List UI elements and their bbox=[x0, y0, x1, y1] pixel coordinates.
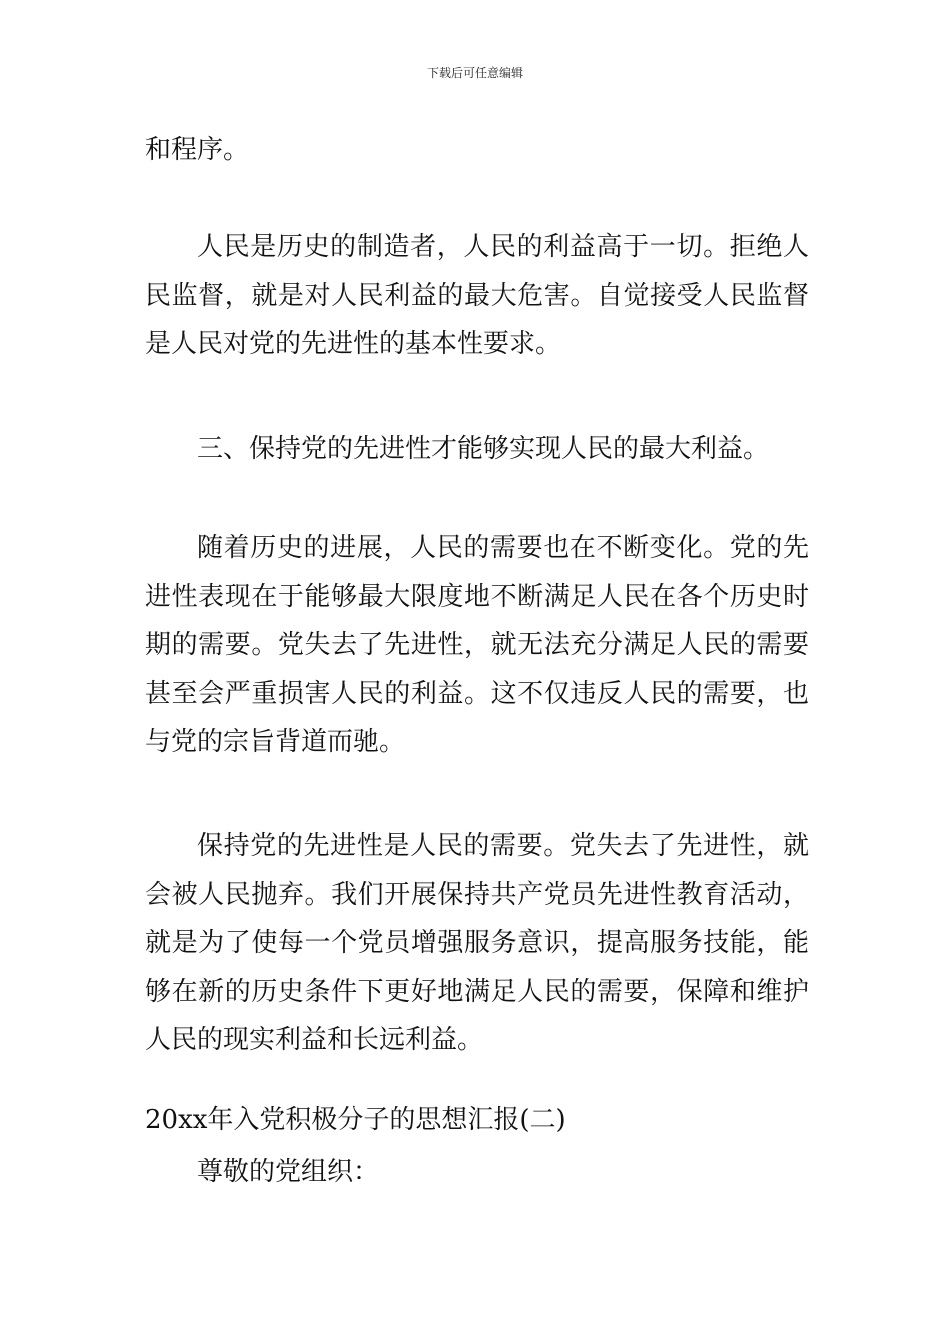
paragraph-party-advancement: 保持党的先进性是人民的需要。党失去了先进性，就会被人民抛弃。我们开展保持共产党员先进性教育活动，就是为了使每一个党员增强服务意识，提高服务技能，能够在新的历史条件下更好地满足人民的需要，保障和维护人民的现实利益和长远利益。 bbox=[145, 831, 809, 1055]
header-note: 下载后可任意编辑 bbox=[426, 66, 523, 80]
paragraph-history-needs: 随着历史的进展，人民的需要也在不断变化。党的先进性表现在于能够最大限度地不断满足人民在各个历史时期的需要。党失去了先进性，就无法充分满足人民的需要甚至会严重损害人民的利益。这不仅违反人民的需要，也与党的宗旨背道而驰。 bbox=[145, 533, 809, 757]
salutation: 尊敬的党组织： bbox=[197, 1157, 380, 1187]
report-title: 20xx年入党积极分子的思想汇报(二) bbox=[145, 1105, 566, 1135]
paragraph-continuation: 和程序。 bbox=[145, 135, 250, 165]
paragraph-people-supervision: 人民是历史的制造者，人民的利益高于一切。拒绝人民监督，就是对人民利益的最大危害。自觉接受人民监督是人民对党的先进性的基本性要求。 bbox=[145, 232, 809, 359]
section-heading-three: 三、保持党的先进性才能够实现人民的最大利益。 bbox=[197, 434, 770, 464]
